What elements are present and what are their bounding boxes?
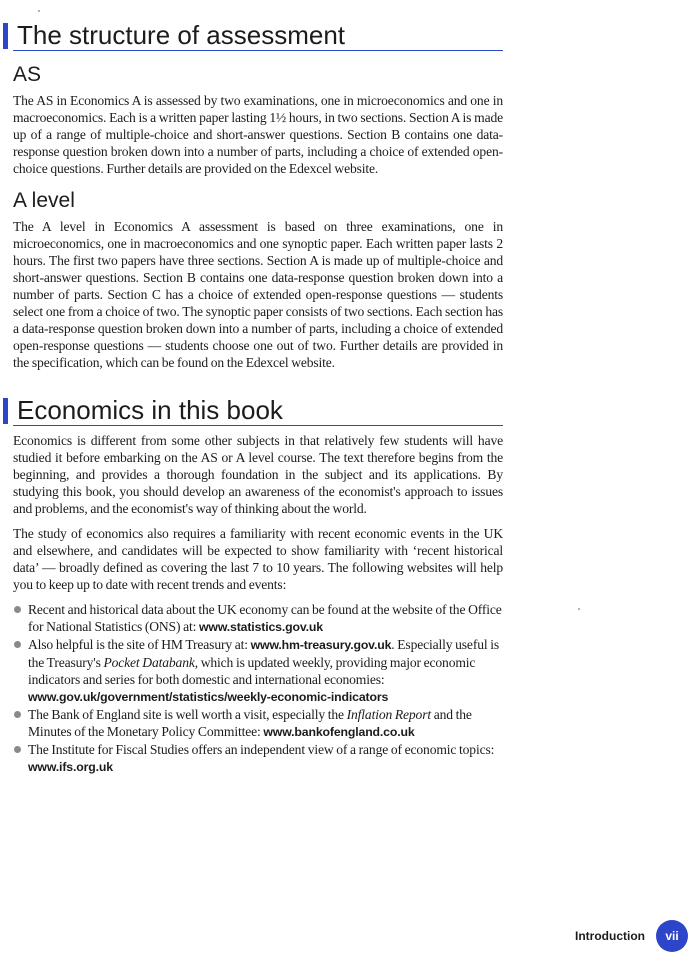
assessment-section — [13, 0, 503, 371]
section-title-economics: Economics in this book — [13, 395, 503, 426]
websites-paragraph: The study of economics also requires a familiarity with recent economic events in the UK and elsewhere, and candidates will be expected to show familiarity with ‘recent historical data’ — broadly defined as covering the last 7 to 10 years. The following websites will help you to keep up to date with recent trends and events: — [13, 526, 503, 592]
as-paragraph: The AS in Economics A is assessed by two examinations, one in microeconomics and one in macroeconomics. Each is a written paper lasting 1½ hours, in two sections. Section A is made up of a range of multiple-choice and short-answer questions. Section B contains one data-response question broken down into a number of parts, including a choice of extended open-choice questions. Further details are provided on the Edexcel website. — [13, 93, 503, 176]
section-title-assessment: The structure of assessment — [13, 20, 503, 51]
subheading-a-level: A level — [13, 189, 75, 212]
bullet-text: Also helpful is the site of HM Treasury at: — [28, 637, 251, 652]
economics-book-section — [13, 395, 503, 776]
bullet-text: , which is updated weekly, providing major economic indicators and series for both domestic and international economies: — [28, 655, 476, 687]
list-item — [13, 636, 503, 706]
website-link[interactable]: www.statistics.gov.uk — [198, 620, 323, 634]
page-content — [13, 0, 503, 776]
bullet-text: Recent and historical data about the UK economy can be found at the website of the Office for National Statistics (ONS) at: — [28, 602, 502, 634]
running-footer-label: Introduction — [575, 929, 645, 943]
website-link[interactable]: www.ifs.org.uk — [28, 760, 113, 774]
bullet-text: . Especially useful is the Treasury's — [28, 637, 499, 670]
publication-title: Inflation Report — [346, 707, 431, 722]
publication-title: Pocket Databank — [103, 655, 195, 670]
bullet-text: The Institute for Fiscal Studies offers an independent view of a range of economic topics: — [28, 742, 495, 757]
bullet-text: and the Minutes of the Monetary Policy Committee: — [28, 707, 472, 739]
subheading-as: AS — [13, 63, 42, 86]
website-list — [13, 601, 503, 776]
website-link[interactable]: www.bankofengland.co.uk — [263, 725, 415, 739]
intro-paragraph: Economics is different from some other subjects in that relatively few students will have studied it before embarking on the AS or A level course. The text therefore begins from the beginning, and provides a thorough foundation in the subject and its applications. By studying this book, you should develop an awareness of the economist's approach to issues and problems, and the economist's way of thinking about the world. — [13, 433, 503, 516]
website-link[interactable]: www.hm-treasury.gov.uk — [250, 638, 392, 652]
website-link[interactable]: www.gov.uk/government/statistics/weekly-economic-indicators — [28, 690, 389, 704]
scan-speck — [578, 608, 580, 610]
bullet-icon — [14, 746, 21, 753]
list-item — [13, 706, 503, 741]
page-number-badge: vii — [656, 920, 688, 952]
bullet-icon — [14, 711, 21, 718]
list-item — [13, 601, 503, 636]
list-item — [13, 741, 503, 776]
bullet-text: The Bank of England site is well worth a visit, especially the — [28, 707, 347, 722]
a-level-paragraph: The A level in Economics A assessment is based on three examinations, one in microeconomics, one in macroeconomics and one synoptic paper. Each written paper lasts 2 hours. The first two papers have three sections. Section A is made up of multiple-choice and short-answer questions. Section B contains one data-response question broken down into a number of parts. Section C has a choice of extended open-response questions — students select one from a choice of two. The synoptic paper consists of two sections. Each section has a data-response question broken down into a number of parts, including a choice of extended open-response questions — students choose one out of two. Further details are provided in the specification, which can be found on the Edexcel website. — [13, 219, 503, 370]
bullet-icon — [14, 606, 21, 613]
bullet-icon — [14, 641, 21, 648]
